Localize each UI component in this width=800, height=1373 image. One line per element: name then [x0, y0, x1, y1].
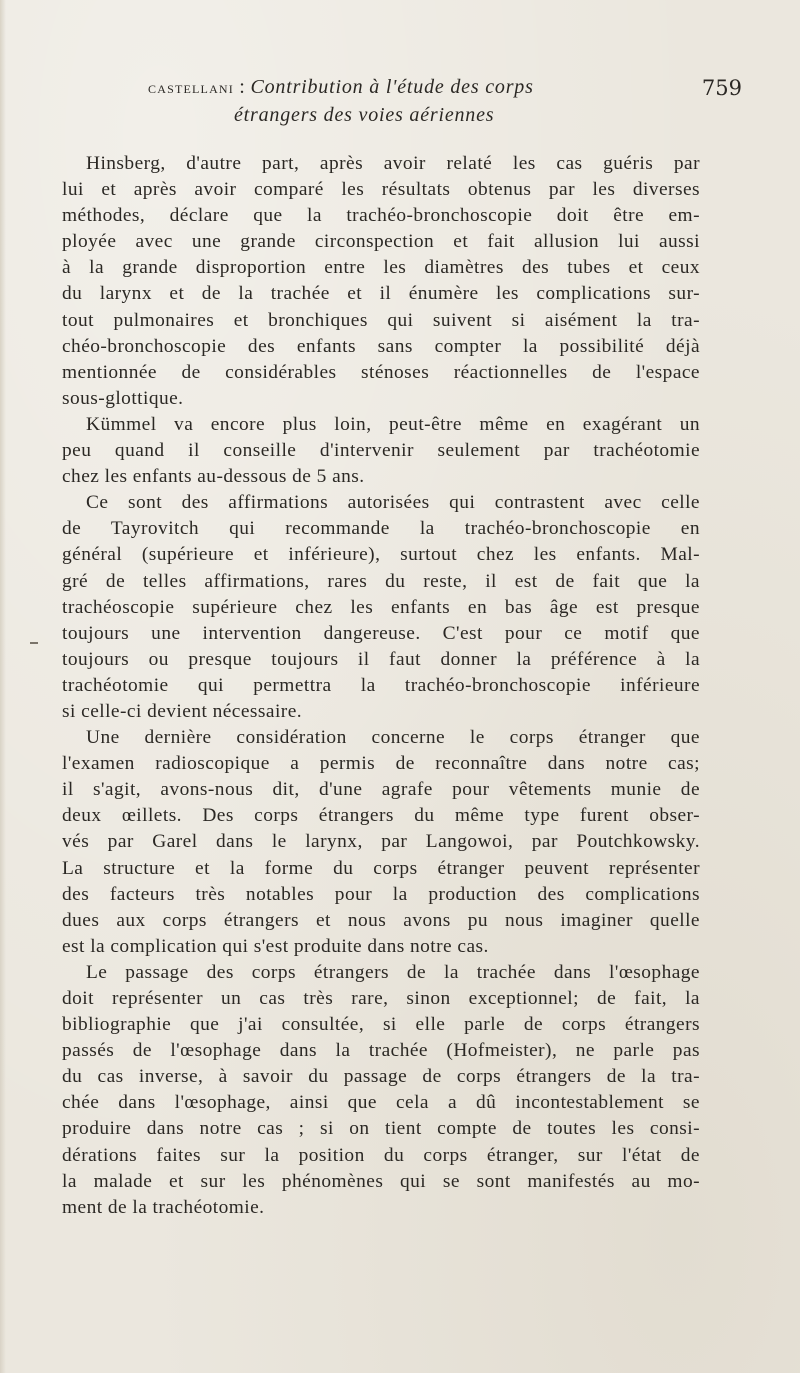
text-line: Kümmel va encore plus loin, peut-être même en exagérant un — [86, 413, 700, 435]
margin-mark — [30, 642, 38, 644]
text-line: chez les enfants au-dessous de 5 ans. — [62, 466, 365, 488]
text-line: Le passage des corps étrangers de la trachée dans l'œsophage — [86, 961, 700, 983]
page-edge-shadow — [0, 0, 6, 1373]
text-line: mentionnée de considérables sténoses réactionnelles de l'espace — [62, 361, 700, 383]
text-line: peu quand il conseille d'intervenir seulement par trachéotomie — [62, 440, 700, 462]
running-head-line-1 — [148, 76, 534, 99]
text-line: trachéoscopie supérieure chez les enfants en bas âge est presque — [62, 596, 700, 618]
text-line: du cas inverse, à savoir du passage de corps étrangers de la tra- — [62, 1066, 700, 1088]
text-line: ployée avec une grande circonspection et fait allusion lui aussi — [62, 231, 700, 253]
running-head-title-part-2: étrangers des voies aériennes — [234, 104, 495, 126]
body-text — [62, 151, 700, 1221]
text-line: du larynx et de la trachée et il énumère les complications sur- — [62, 283, 700, 305]
text-line: deux œillets. Des corps étrangers du même type furent obser- — [62, 805, 700, 827]
running-head-author: castellani — [148, 78, 234, 97]
text-line: chée dans l'œsophage, ainsi que cela a dû incontestablement se — [62, 1092, 700, 1114]
text-line: Une dernière considération concerne le corps étranger que — [86, 727, 700, 749]
text-line: vés par Garel dans le larynx, par Langowoi, par Poutchkowsky. — [62, 831, 700, 853]
text-line: de Tayrovitch qui recommande la trachéo-bronchoscopie en — [62, 518, 700, 540]
text-line: Ce sont des affirmations autorisées qui contrastent avec celle — [86, 492, 700, 514]
text-line: lui et après avoir comparé les résultats obtenus par les diverses — [62, 179, 700, 201]
text-line: il s'agit, avons-nous dit, d'une agrafe pour vêtements munie de — [62, 779, 700, 801]
text-line: Hinsberg, d'autre part, après avoir relaté les cas guéris par — [86, 153, 700, 174]
text-line: tout pulmonaires et bronchiques qui suivent si aisément la tra- — [62, 309, 700, 331]
text-line: des facteurs très notables pour la production des complications — [62, 883, 700, 905]
text-line: toujours ou presque toujours il faut donner la préférence à la — [62, 648, 700, 670]
text-line: sous-glottique. — [62, 387, 184, 409]
text-line: La structure et la forme du corps étranger peuvent représenter — [62, 857, 700, 879]
text-line: dues aux corps étrangers et nous avons pu nous imaginer quelle — [62, 909, 700, 931]
page-number: 759 — [701, 76, 742, 100]
text-line: passés de l'œsophage dans la trachée (Hofmeister), ne parle pas — [62, 1040, 700, 1062]
text-line: chéo-bronchoscopie des enfants sans compter la possibilité déjà — [62, 335, 700, 357]
text-line: général (supérieure et inférieure), surtout chez les enfants. Mal- — [62, 544, 700, 566]
text-line: est la complication qui s'est produite dans notre cas. — [62, 935, 489, 957]
running-head — [62, 76, 742, 136]
text-line: dérations faites sur la position du corps étranger, sur l'état de — [62, 1144, 700, 1166]
text-line: si celle-ci devient nécessaire. — [62, 700, 303, 722]
text-line: toujours une intervention dangereuse. C'est pour ce motif que — [62, 622, 700, 644]
text-line: doit représenter un cas très rare, sinon exceptionnel; de fait, la — [62, 988, 700, 1009]
text-line: produire dans notre cas ; si on tient compte de toutes les consi- — [62, 1118, 700, 1140]
text-line: à la grande disproportion entre les diamètres des tubes et ceux — [62, 257, 700, 279]
running-head-separator: : — [234, 76, 251, 98]
running-head-title-part-1: Contribution à l'étude des corps — [250, 76, 534, 98]
text-line: gré de telles affirmations, rares du reste, il est de fait que la — [62, 570, 700, 592]
text-line: la malade et sur les phénomènes qui se sont manifestés au mo- — [62, 1170, 700, 1192]
text-line: trachéotomie qui permettra la trachéo-bronchoscopie inférieure — [62, 674, 700, 696]
text-line: ment de la trachéotomie. — [62, 1196, 265, 1218]
text-line: méthodes, déclare que la trachéo-bronchoscopie doit être em- — [62, 205, 700, 227]
text-line: l'examen radioscopique a permis de reconnaître dans notre cas; — [62, 753, 700, 775]
text-line: bibliographie que j'ai consultée, si elle parle de corps étrangers — [62, 1014, 700, 1036]
